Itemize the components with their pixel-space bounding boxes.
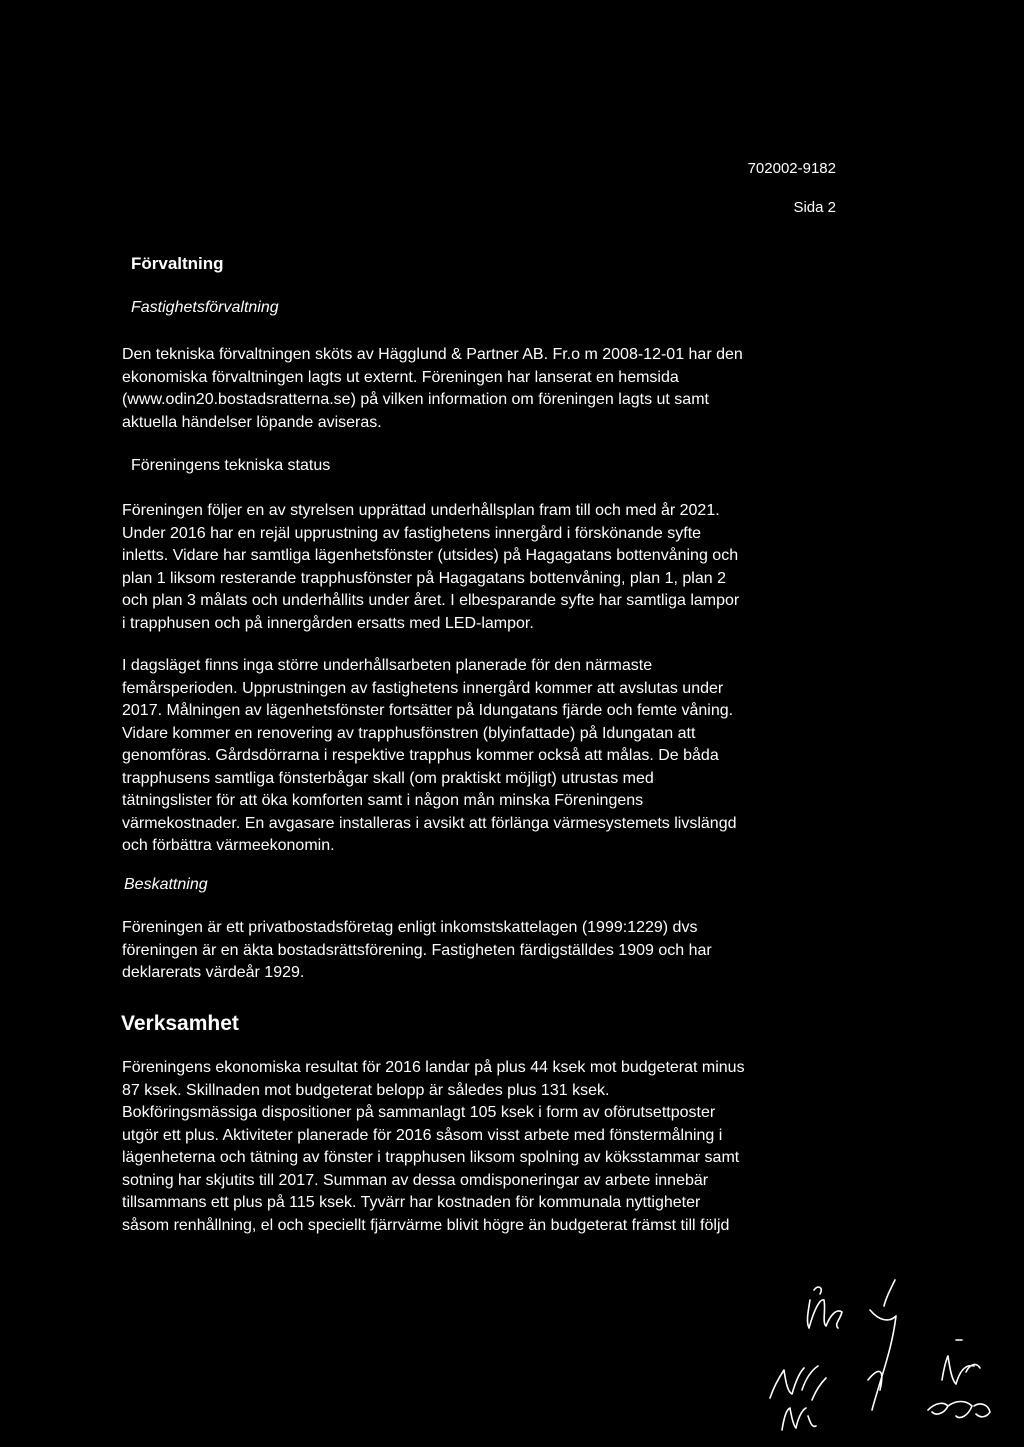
text-line: föreningen är en äkta bostadsrättsförening. Fastigheten färdigställdes 1909 och har <box>122 941 712 959</box>
text-line: tätningslister för att öka komforten samt i någon mån minska Föreningens <box>122 792 644 809</box>
paragraph-underhall <box>122 655 902 858</box>
subheading-tekniska-status: Föreningens tekniska status <box>131 457 331 474</box>
subheading-fastighetsforvaltning: Fastighetsförvaltning <box>131 299 279 316</box>
text-line: deklarerats värdeår 1929. <box>122 964 305 981</box>
paragraph-verksamhet <box>122 1057 902 1237</box>
initials-mark <box>942 1356 980 1384</box>
text-line: Den tekniska förvaltningen sköts av Hägglund & Partner AB. Fr.o m 2008-12-01 har den <box>122 346 743 363</box>
text-line: 2017. Målningen av lägenhetsfönster fortsätter på Idungatans fjärde och femte våning. <box>122 702 734 719</box>
text-line: och plan 3 målats och underhållits under året. I elbesparande syfte har samtliga lampor <box>122 592 740 609</box>
text-line: (www.odin20.bostadsratterna.se) på vilken information om föreningen lagts ut samt <box>122 391 709 408</box>
text-line: genomföras. Gårdsdörrarna i respektive trapphus kommer också att målas. De båda <box>122 747 719 764</box>
text-line: ekonomiska förvaltningen lagts ut externt. Föreningen har lanserat en hemsida <box>122 368 679 386</box>
section-heading-forvaltning: Förvaltning <box>131 254 224 273</box>
text-line: sotning har skjutits till 2017. Summan av dessa omdisponeringar av arbete innebär <box>122 1171 709 1189</box>
text-line: Föreningen är ett privatbostadsföretag enligt inkomstskattelagen (1999:1229) dvs <box>122 919 698 936</box>
page-number: Sida 2 <box>793 199 836 216</box>
paragraph-forvaltning <box>122 344 902 434</box>
subheading-beskattning: Beskattning <box>124 876 208 893</box>
initials-mark <box>928 1402 990 1418</box>
text-line: lägenheterna och tätning av fönster i trapphusen liksom spolning av köksstammar samt <box>122 1149 740 1166</box>
org-number: 702002-9182 <box>747 160 836 177</box>
text-line: såsom renhållning, el och speciellt fjärrvärme blivit högre än budgeterat främst till följd <box>122 1216 730 1234</box>
initials-mark <box>868 1280 896 1410</box>
text-line: Föreningen följer en av styrelsen upprättad underhållsplan fram till och med år 2021. <box>122 502 720 519</box>
text-line: Föreningens ekonomiska resultat för 2016 landar på plus 44 ksek mot budgeterat minus <box>122 1059 745 1076</box>
text-line: plan 1 liksom resterande trapphusfönster på Hagagatans bottenvåning, plan 1, plan 2 <box>122 569 726 587</box>
text-line: Under 2016 har en rejäl upprustning av fastighetens innergård i förskönande syfte <box>122 524 702 542</box>
text-line: inletts. Vidare har samtliga lägenhetsfönster (utsides) på Hagagatans bottenvåning och <box>122 547 739 564</box>
initials-mark <box>770 1366 826 1400</box>
initials-mark <box>807 1287 842 1328</box>
text-line: Bokföringsmässiga dispositioner på sammanlagt 105 ksek i form av oförutsettposter <box>122 1104 716 1121</box>
paragraph-tekniska-status <box>122 500 902 635</box>
text-line: aktuella händelser löpande aviseras. <box>122 413 382 431</box>
text-line: femårsperioden. Upprustningen av fastighetens innergård kommer att avslutas under <box>122 679 724 697</box>
text-line: I dagsläget finns inga större underhållsarbeten planerade för den närmaste <box>122 657 653 674</box>
section-heading-verksamhet: Verksamhet <box>121 1012 239 1035</box>
text-line: utgör ett plus. Aktiviteter planerade för 2016 såsom visst arbete med fönstermålning i <box>122 1126 723 1144</box>
initials-mark <box>782 1408 816 1430</box>
text-line: i trapphusen och på innergården ersatts med LED-lampor. <box>122 614 534 632</box>
text-line: och förbättra värmeekonomin. <box>122 837 335 854</box>
handwritten-initials <box>730 1260 1000 1440</box>
text-line: trapphusens samtliga fönsterbågar skall (om praktiskt möjligt) utrustas med <box>122 769 654 787</box>
text-line: Vidare kommer en renovering av trapphusfönstren (blyinfattade) på Idungatan att <box>122 724 696 742</box>
text-line: värmekostnader. En avgasare installeras i avsikt att förlänga värmesystemets livslängd <box>122 814 737 832</box>
text-line: tillsammans ett plus på 115 ksek. Tyvärr har kostnaden för kommunala nyttigheter <box>122 1194 701 1211</box>
text-line: 87 ksek. Skillnaden mot budgeterat belopp är således plus 131 ksek. <box>122 1081 610 1099</box>
paragraph-beskattning <box>122 917 902 985</box>
